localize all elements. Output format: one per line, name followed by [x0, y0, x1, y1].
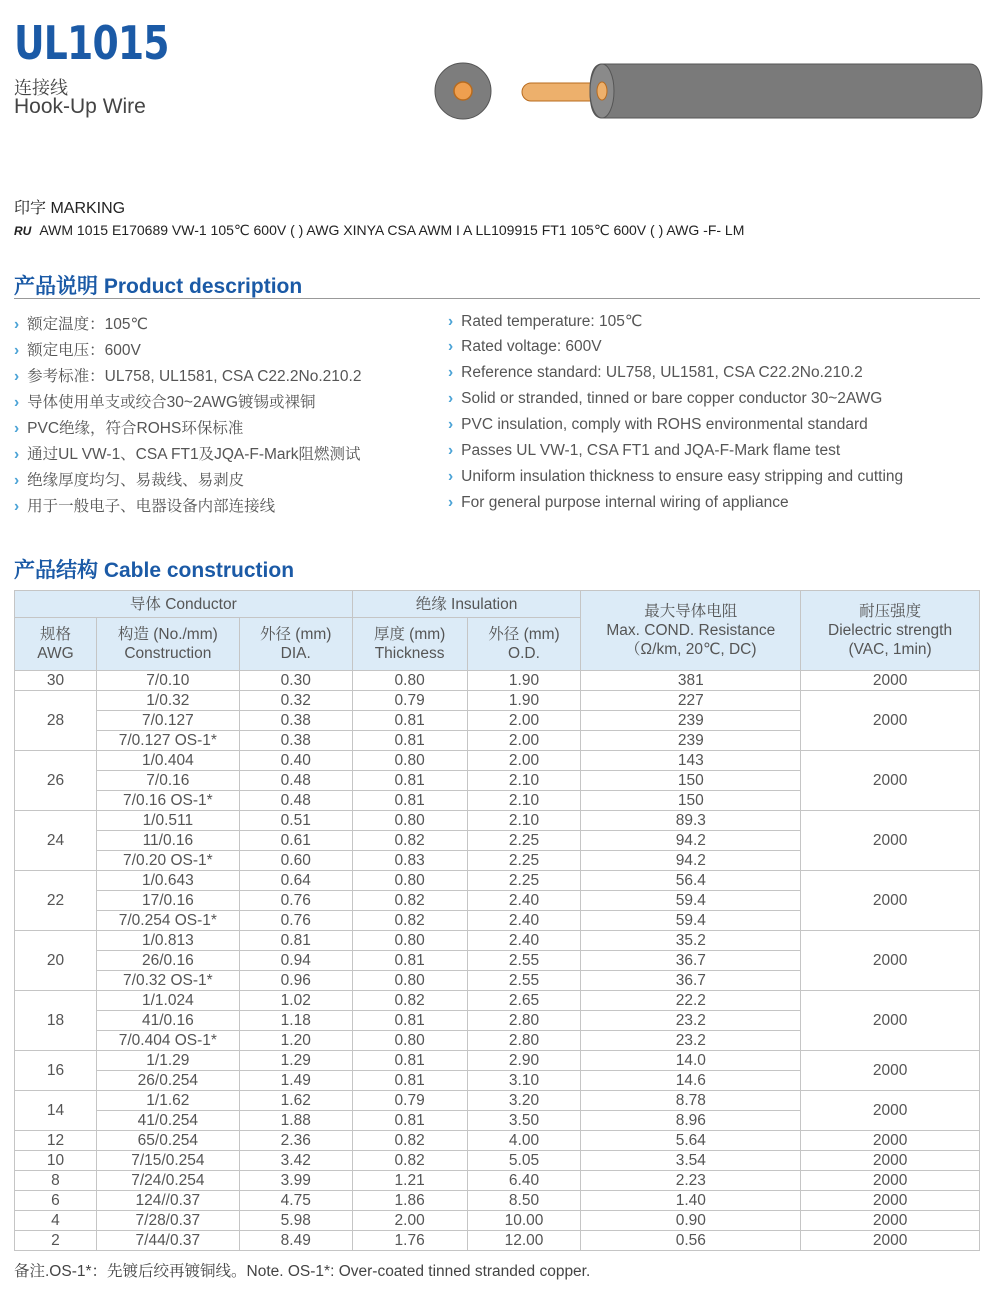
resistance-cell: 35.2 — [581, 931, 801, 951]
chevron-right-icon: › — [448, 442, 454, 459]
construction-cell: 1/0.643 — [96, 871, 239, 891]
wire-illustration — [430, 58, 985, 128]
construction-cell: 7/0.127 — [96, 711, 239, 731]
thickness-cell: 0.81 — [352, 1011, 467, 1031]
table-row — [15, 1231, 980, 1251]
thickness-cell: 1.86 — [352, 1191, 467, 1211]
thickness-cell: 0.80 — [352, 811, 467, 831]
section-divider — [14, 298, 980, 299]
dia-cell: 0.60 — [239, 851, 352, 871]
od-cell: 2.65 — [467, 991, 581, 1011]
chevron-right-icon: › — [14, 368, 20, 385]
dia-cell: 3.99 — [239, 1171, 352, 1191]
chevron-right-icon: › — [448, 364, 454, 381]
thickness-header: 厚度 (mm) Thickness — [352, 618, 467, 671]
od-cell: 2.25 — [467, 831, 581, 851]
od-cell: 2.10 — [467, 811, 581, 831]
thickness-cell: 0.80 — [352, 671, 467, 691]
thickness-cell: 0.81 — [352, 1111, 467, 1131]
feature-item — [14, 468, 244, 490]
table-row — [15, 751, 980, 771]
feature-text: PVC insulation, comply with ROHS environmental standard — [461, 416, 868, 433]
chevron-right-icon: › — [448, 468, 454, 485]
resistance-cell: 150 — [581, 771, 801, 791]
od-cell: 3.50 — [467, 1111, 581, 1131]
dia-cell: 2.36 — [239, 1131, 352, 1151]
chevron-right-icon: › — [14, 342, 20, 359]
resistance-cell: 0.90 — [581, 1211, 801, 1231]
construction-cell: 7/15/0.254 — [96, 1151, 239, 1171]
construction-cell: 65/0.254 — [96, 1131, 239, 1151]
feature-item — [14, 442, 360, 464]
feature-item — [448, 390, 882, 408]
dielectric-header: 耐压强度 Dielectric strength (VAC, 1min) — [801, 591, 980, 671]
construction-cell: 17/0.16 — [96, 891, 239, 911]
resistance-cell: 59.4 — [581, 911, 801, 931]
table-row — [15, 1191, 980, 1211]
construction-cell: 1/1.29 — [96, 1051, 239, 1071]
wire-side-view — [522, 64, 982, 118]
dia-cell: 0.96 — [239, 971, 352, 991]
feature-text: 额定电压：600V — [27, 342, 141, 359]
thickness-cell: 0.83 — [352, 851, 467, 871]
resistance-cell: 14.0 — [581, 1051, 801, 1071]
feature-text: Rated temperature: 105℃ — [461, 313, 643, 330]
awg-cell: 12 — [15, 1131, 97, 1151]
thickness-cell: 0.82 — [352, 991, 467, 1011]
construction-cell: 7/0.404 OS-1* — [96, 1031, 239, 1051]
feature-text: 绝缘厚度均匀、易裁线、易剥皮 — [27, 472, 245, 489]
feature-item — [14, 416, 243, 438]
dia-cell: 1.29 — [239, 1051, 352, 1071]
feature-text: 参考标准：UL758, UL1581, CSA C22.2No.210.2 — [27, 368, 362, 385]
resistance-cell: 89.3 — [581, 811, 801, 831]
dia-cell: 0.32 — [239, 691, 352, 711]
construction-cell: 124//0.37 — [96, 1191, 239, 1211]
dia-cell: 0.76 — [239, 891, 352, 911]
thickness-cell: 0.79 — [352, 691, 467, 711]
table-row — [15, 1051, 980, 1071]
construction-cell: 7/0.20 OS-1* — [96, 851, 239, 871]
resistance-header: 最大导体电阻 Max. COND. Resistance （Ω/km, 20℃, DC) — [581, 591, 801, 671]
marking-line — [14, 222, 744, 239]
thickness-cell: 0.80 — [352, 1031, 467, 1051]
od-cell: 6.40 — [467, 1171, 581, 1191]
feature-item — [448, 312, 642, 331]
od-cell: 10.00 — [467, 1211, 581, 1231]
construction-cell: 41/0.254 — [96, 1111, 239, 1131]
thickness-cell: 0.82 — [352, 1151, 467, 1171]
ul-recognized-logo: RU — [14, 224, 32, 238]
dia-cell: 0.40 — [239, 751, 352, 771]
chevron-right-icon: › — [14, 472, 20, 489]
resistance-cell: 23.2 — [581, 1031, 801, 1051]
resistance-cell: 94.2 — [581, 831, 801, 851]
resistance-cell: 381 — [581, 671, 801, 691]
construction-cell: 1/0.813 — [96, 931, 239, 951]
chevron-right-icon: › — [14, 498, 20, 515]
construction-cell: 41/0.16 — [96, 1011, 239, 1031]
construction-cell: 26/0.254 — [96, 1071, 239, 1091]
awg-cell: 16 — [15, 1051, 97, 1091]
table-row — [15, 1171, 980, 1191]
thickness-cell: 0.82 — [352, 911, 467, 931]
feature-item — [448, 338, 602, 356]
chevron-right-icon: › — [448, 338, 454, 355]
feature-text: Passes UL VW-1, CSA FT1 and JQA-F-Mark flame test — [461, 442, 841, 459]
thickness-cell: 0.81 — [352, 731, 467, 751]
thickness-cell: 0.80 — [352, 931, 467, 951]
od-cell: 2.55 — [467, 951, 581, 971]
chevron-right-icon: › — [448, 390, 454, 407]
dielectric-cell: 2000 — [801, 1151, 980, 1171]
feature-item — [448, 494, 789, 512]
feature-item — [448, 416, 868, 434]
feature-text: 通过UL VW-1、CSA FT1及JQA-F-Mark阻燃测试 — [27, 446, 361, 463]
feature-item — [14, 390, 316, 412]
dia-cell: 0.48 — [239, 771, 352, 791]
dia-cell: 1.88 — [239, 1111, 352, 1131]
dielectric-cell: 2000 — [801, 1171, 980, 1191]
dia-cell: 0.38 — [239, 711, 352, 731]
table-row — [15, 671, 980, 691]
resistance-cell: 56.4 — [581, 871, 801, 891]
marking-heading: 印字 MARKING — [14, 200, 126, 217]
table-row — [15, 811, 980, 831]
resistance-cell: 94.2 — [581, 851, 801, 871]
dia-cell: 4.75 — [239, 1191, 352, 1211]
dia-cell: 0.94 — [239, 951, 352, 971]
feature-item — [448, 364, 863, 382]
feature-text: Rated voltage: 600V — [461, 338, 602, 355]
thickness-cell: 0.80 — [352, 751, 467, 771]
resistance-cell: 59.4 — [581, 891, 801, 911]
dielectric-cell: 2000 — [801, 1231, 980, 1251]
awg-cell: 4 — [15, 1211, 97, 1231]
od-cell: 2.00 — [467, 731, 581, 751]
od-cell: 2.40 — [467, 931, 581, 951]
dielectric-cell: 2000 — [801, 1191, 980, 1211]
thickness-cell: 1.76 — [352, 1231, 467, 1251]
cable-construction-heading: 产品结构 Cable construction — [14, 559, 295, 582]
construction-cell: 7/28/0.37 — [96, 1211, 239, 1231]
od-cell: 2.25 — [467, 871, 581, 891]
feature-text: Uniform insulation thickness to ensure easy stripping and cutting — [461, 468, 904, 485]
thickness-cell: 0.81 — [352, 951, 467, 971]
dia-cell: 5.98 — [239, 1211, 352, 1231]
dia-cell: 1.49 — [239, 1071, 352, 1091]
od-cell: 2.10 — [467, 791, 581, 811]
dia-cell: 0.61 — [239, 831, 352, 851]
marking-text: AWM 1015 E170689 VW-1 105℃ 600V ( ) AWG XINYA CSA AWM I A LL109915 FT1 105℃ 600V ( ) AWG -F- LM — [39, 222, 745, 238]
od-cell: 2.80 — [467, 1031, 581, 1051]
thickness-cell: 0.82 — [352, 831, 467, 851]
product-title: UL1015 — [14, 16, 169, 70]
dielectric-cell: 2000 — [801, 991, 980, 1051]
dielectric-cell: 2000 — [801, 1051, 980, 1091]
resistance-cell: 239 — [581, 711, 801, 731]
resistance-cell: 5.64 — [581, 1131, 801, 1151]
dielectric-cell: 2000 — [801, 811, 980, 871]
construction-cell: 7/24/0.254 — [96, 1171, 239, 1191]
awg-cell: 18 — [15, 991, 97, 1051]
chevron-right-icon: › — [14, 394, 20, 411]
thickness-cell: 0.81 — [352, 1071, 467, 1091]
subtitle-cn: 连接线 — [14, 78, 68, 98]
od-cell: 2.10 — [467, 771, 581, 791]
awg-cell: 30 — [15, 671, 97, 691]
construction-cell: 11/0.16 — [96, 831, 239, 851]
feature-text: 用于一般电子、电器设备内部连接线 — [27, 498, 276, 515]
construction-cell: 7/0.127 OS-1* — [96, 731, 239, 751]
table-row — [15, 871, 980, 891]
dielectric-cell: 2000 — [801, 1091, 980, 1131]
resistance-cell: 36.7 — [581, 971, 801, 991]
dia-cell: 0.51 — [239, 811, 352, 831]
thickness-cell: 0.82 — [352, 1131, 467, 1151]
resistance-cell: 8.96 — [581, 1111, 801, 1131]
awg-cell: 24 — [15, 811, 97, 871]
thickness-cell: 0.80 — [352, 971, 467, 991]
dia-cell: 0.76 — [239, 911, 352, 931]
od-header: 外径 (mm) O.D. — [467, 618, 581, 671]
thickness-cell: 1.21 — [352, 1171, 467, 1191]
thickness-cell: 0.81 — [352, 791, 467, 811]
awg-cell: 22 — [15, 871, 97, 931]
od-cell: 2.40 — [467, 891, 581, 911]
od-cell: 1.90 — [467, 691, 581, 711]
feature-text: Solid or stranded, tinned or bare copper conductor 30~2AWG — [461, 390, 883, 407]
table-row — [15, 931, 980, 951]
thickness-cell: 0.81 — [352, 771, 467, 791]
resistance-cell: 22.2 — [581, 991, 801, 1011]
od-cell: 2.55 — [467, 971, 581, 991]
dielectric-cell: 2000 — [801, 1211, 980, 1231]
awg-header: 规格 AWG — [15, 618, 97, 671]
awg-cell: 14 — [15, 1091, 97, 1131]
thickness-cell: 2.00 — [352, 1211, 467, 1231]
awg-cell: 10 — [15, 1151, 97, 1171]
dia-cell: 1.62 — [239, 1091, 352, 1111]
construction-cell: 1/0.511 — [96, 811, 239, 831]
feature-item — [14, 312, 148, 334]
od-cell: 3.10 — [467, 1071, 581, 1091]
resistance-cell: 3.54 — [581, 1151, 801, 1171]
construction-header: 构造 (No./mm) Construction — [96, 618, 239, 671]
feature-text: 额定温度：105℃ — [27, 316, 148, 333]
resistance-cell: 150 — [581, 791, 801, 811]
awg-cell: 20 — [15, 931, 97, 991]
feature-item — [14, 494, 275, 516]
table-row — [15, 991, 980, 1011]
dia-cell: 0.48 — [239, 791, 352, 811]
feature-item — [14, 364, 361, 386]
feature-text: For general purpose internal wiring of appliance — [461, 494, 789, 511]
construction-cell: 7/0.32 OS-1* — [96, 971, 239, 991]
wire-cross-section — [435, 63, 491, 119]
construction-cell: 7/0.254 OS-1* — [96, 911, 239, 931]
table-row — [15, 1151, 980, 1171]
awg-cell: 6 — [15, 1191, 97, 1211]
table-row — [15, 1091, 980, 1111]
awg-cell: 28 — [15, 691, 97, 751]
od-cell: 5.05 — [467, 1151, 581, 1171]
chevron-right-icon: › — [448, 416, 454, 433]
dielectric-cell: 2000 — [801, 871, 980, 931]
construction-cell: 26/0.16 — [96, 951, 239, 971]
thickness-cell: 0.79 — [352, 1091, 467, 1111]
chevron-right-icon: › — [14, 316, 20, 333]
dia-cell: 1.02 — [239, 991, 352, 1011]
construction-cell: 7/44/0.37 — [96, 1231, 239, 1251]
od-cell: 2.40 — [467, 911, 581, 931]
od-cell: 2.25 — [467, 851, 581, 871]
feature-item — [448, 468, 903, 486]
resistance-cell: 36.7 — [581, 951, 801, 971]
dia-cell: 0.38 — [239, 731, 352, 751]
chevron-right-icon: › — [14, 420, 20, 437]
construction-cell: 1/1.62 — [96, 1091, 239, 1111]
od-cell: 2.90 — [467, 1051, 581, 1071]
thickness-cell: 0.81 — [352, 1051, 467, 1071]
construction-cell: 1/0.404 — [96, 751, 239, 771]
resistance-cell: 23.2 — [581, 1011, 801, 1031]
construction-table — [14, 590, 980, 1251]
od-cell: 3.20 — [467, 1091, 581, 1111]
subtitle-en: Hook-Up Wire — [14, 95, 146, 118]
dielectric-cell: 2000 — [801, 691, 980, 751]
resistance-cell: 239 — [581, 731, 801, 751]
construction-cell: 1/0.32 — [96, 691, 239, 711]
chevron-right-icon: › — [14, 446, 20, 463]
thickness-cell: 0.82 — [352, 891, 467, 911]
construction-cell: 7/0.16 — [96, 771, 239, 791]
resistance-cell: 227 — [581, 691, 801, 711]
dia-cell: 3.42 — [239, 1151, 352, 1171]
resistance-cell: 143 — [581, 751, 801, 771]
od-cell: 2.00 — [467, 751, 581, 771]
od-cell: 8.50 — [467, 1191, 581, 1211]
chevron-right-icon: › — [448, 494, 454, 511]
dia-cell: 1.20 — [239, 1031, 352, 1051]
dia-header: 外径 (mm) DIA. — [239, 618, 352, 671]
feature-item — [448, 442, 840, 460]
dia-cell: 0.64 — [239, 871, 352, 891]
table-row — [15, 1131, 980, 1151]
resistance-cell: 8.78 — [581, 1091, 801, 1111]
awg-cell: 2 — [15, 1231, 97, 1251]
chevron-right-icon: › — [448, 313, 454, 330]
footnote: 备注.OS-1*：先镀后绞再镀铜线。Note. OS-1*: Over-coated tinned stranded copper. — [14, 1263, 591, 1280]
awg-cell: 26 — [15, 751, 97, 811]
dia-cell: 0.30 — [239, 671, 352, 691]
insulation-header: 绝缘 Insulation — [352, 591, 581, 618]
feature-item — [14, 338, 141, 360]
thickness-cell: 0.81 — [352, 711, 467, 731]
dia-cell: 0.81 — [239, 931, 352, 951]
construction-cell: 7/0.16 OS-1* — [96, 791, 239, 811]
od-cell: 1.90 — [467, 671, 581, 691]
construction-cell: 7/0.10 — [96, 671, 239, 691]
resistance-cell: 14.6 — [581, 1071, 801, 1091]
table-row — [15, 691, 980, 711]
od-cell: 12.00 — [467, 1231, 581, 1251]
feature-text: 导体使用单支或绞合30~2AWG镀锡或裸铜 — [27, 394, 316, 411]
feature-text: Reference standard: UL758, UL1581, CSA C22.2No.210.2 — [461, 364, 863, 381]
od-cell: 4.00 — [467, 1131, 581, 1151]
dia-cell: 8.49 — [239, 1231, 352, 1251]
table-row — [15, 1211, 980, 1231]
awg-cell: 8 — [15, 1171, 97, 1191]
dielectric-cell: 2000 — [801, 1131, 980, 1151]
od-cell: 2.80 — [467, 1011, 581, 1031]
dielectric-cell: 2000 — [801, 751, 980, 811]
construction-cell: 1/1.024 — [96, 991, 239, 1011]
resistance-cell: 1.40 — [581, 1191, 801, 1211]
resistance-cell: 0.56 — [581, 1231, 801, 1251]
resistance-cell: 2.23 — [581, 1171, 801, 1191]
dielectric-cell: 2000 — [801, 671, 980, 691]
feature-text: PVC绝缘，符合ROHS环保标准 — [27, 420, 244, 437]
thickness-cell: 0.80 — [352, 871, 467, 891]
od-cell: 2.00 — [467, 711, 581, 731]
conductor-header: 导体 Conductor — [15, 591, 353, 618]
dia-cell: 1.18 — [239, 1011, 352, 1031]
product-description-heading: 产品说明 Product description — [14, 275, 303, 298]
dielectric-cell: 2000 — [801, 931, 980, 991]
